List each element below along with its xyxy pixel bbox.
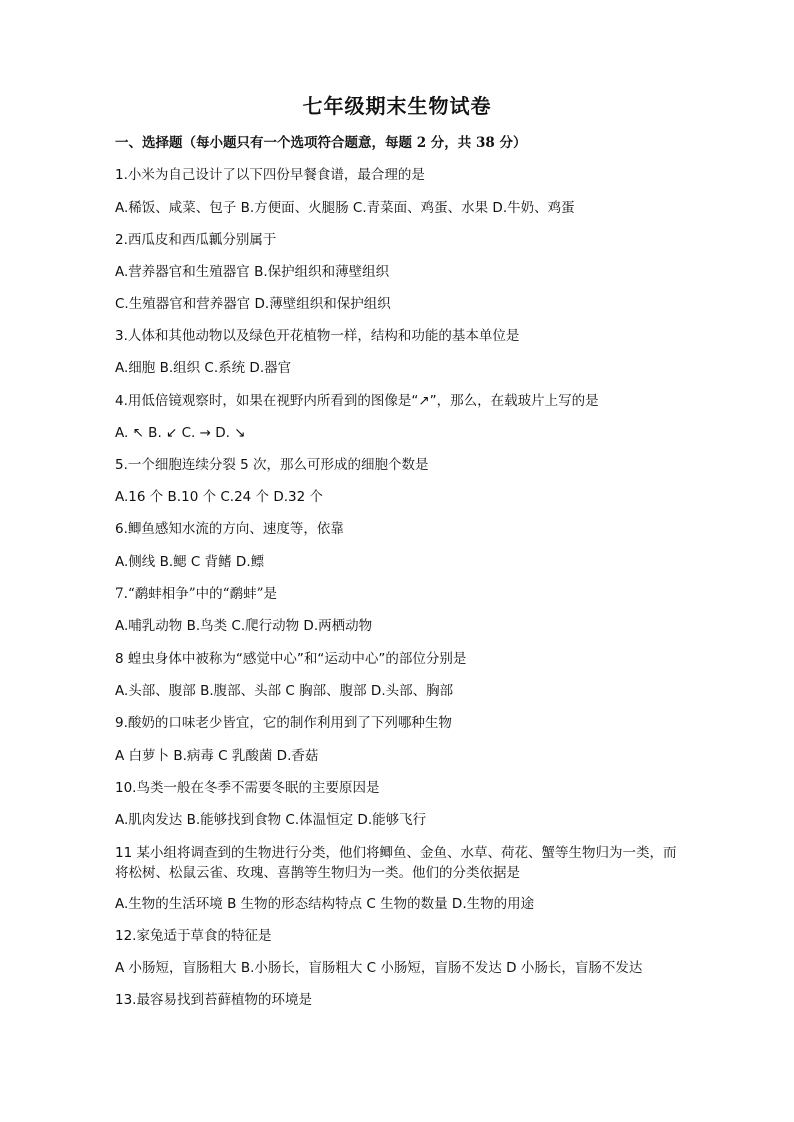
- question-3: 3.人体和其他动物以及绿色开花植物一样，结构和功能的基本单位是: [115, 328, 520, 344]
- question-1: 1.小米为自己设计了以下四份早餐食谱，最合理的是: [115, 167, 425, 183]
- question-12: 12.家兔适于草食的特征是: [115, 928, 272, 944]
- section-heading: 一、选择题（每小题只有一个选项符合题意，每题 2 分，共 38 分）: [115, 135, 527, 151]
- question-5: 5.一个细胞连续分裂 5 次，那么可形成的细胞个数是: [115, 457, 429, 473]
- exam-title: 七年级期末生物试卷: [302, 94, 492, 118]
- options-6: A.侧线 B.鳃 C 背鳍 D.鳔: [115, 554, 265, 570]
- question-13: 13.最容易找到苔藓植物的环境是: [115, 992, 312, 1008]
- question-6: 6.鲫鱼感知水流的方向、速度等，依靠: [115, 521, 344, 537]
- question-9: 9.酸奶的口味老少皆宜，它的制作利用到了下列哪种生物: [115, 715, 452, 731]
- options-8: A.头部、腹部 B.腹部、头部 C 胸部、腹部 D.头部、胸部: [115, 683, 454, 699]
- options-12: A 小肠短，盲肠粗大 B.小肠长，盲肠粗大 C 小肠短，盲肠不发达 D 小肠长，盲肠不发达: [115, 960, 643, 976]
- options-1: A.稀饭、咸菜、包子 B.方便面、火腿肠 C.青菜面、鸡蛋、水果 D.牛奶、鸡蛋: [115, 200, 575, 216]
- options-11: A.生物的生活环境 B 生物的形态结构特点 C 生物的数量 D.生物的用途: [115, 896, 535, 912]
- options-2a: A.营养器官和生殖器官 B.保护组织和薄壁组织: [115, 264, 390, 280]
- question-4: 4.用低倍镜观察时，如果在视野内所看到的图像是“↗”，那么，在载玻片上写的是: [115, 393, 599, 409]
- options-9: A 白萝卜 B.病毒 C 乳酸菌 D.香菇: [115, 748, 319, 764]
- question-7: 7.“鹬蚌相争”中的“鹬蚌”是: [115, 586, 277, 602]
- options-10: A.肌肉发达 B.能够找到食物 C.体温恒定 D.能够飞行: [115, 812, 427, 828]
- options-4: A. ↖ B. ↙ C. → D. ↘: [115, 425, 246, 441]
- question-2: 2.西瓜皮和西瓜瓤分别属于: [115, 232, 277, 248]
- options-7: A.哺乳动物 B.鸟类 C.爬行动物 D.两栖动物: [115, 618, 373, 634]
- options-3: A.细胞 B.组织 C.系统 D.器官: [115, 360, 292, 376]
- options-2b: C.生殖器官和营养器官 D.薄壁组织和保护组织: [115, 296, 391, 312]
- question-11: 11 某小组将调查到的生物进行分类，他们将鲫鱼、金鱼、水草、荷花、蟹等生物归为一类，而将松树、松鼠云雀、玫瑰、喜鹊等生物归为一类。他们的分类依据是: [115, 845, 677, 881]
- options-5: A.16 个 B.10 个 C.24 个 D.32 个: [115, 489, 323, 505]
- question-8: 8 蝗虫身体中被称为“感觉中心”和“运动中心”的部位分别是: [115, 651, 467, 667]
- question-10: 10.鸟类一般在冬季不需要冬眠的主要原因是: [115, 780, 380, 796]
